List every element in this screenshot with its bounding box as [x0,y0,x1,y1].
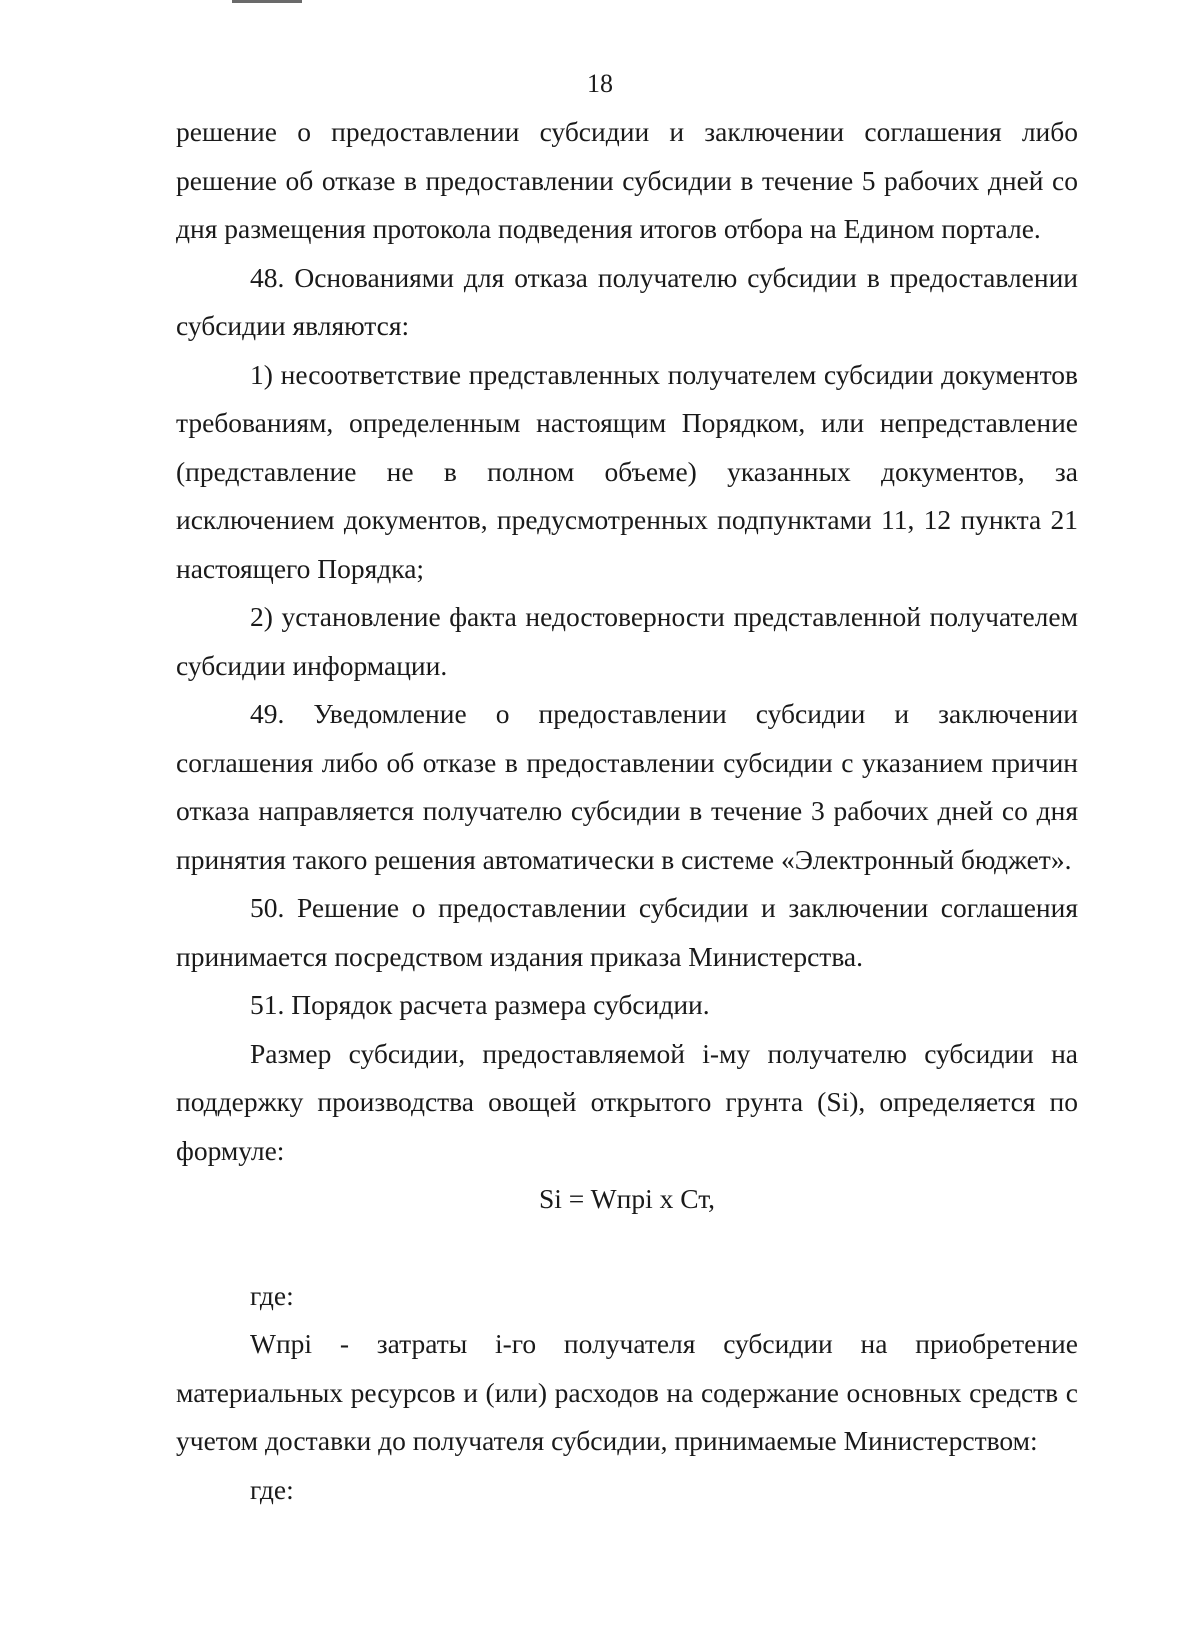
page-number: 18 [587,69,613,98]
paragraph-49: 49. Уведомление о предоставлении субсидии и заключении соглашения либо об отказе в предоставлении субсидии с указанием причин отказа направляется получателю субсидии в течение 3 рабочих дней со дня принятия такого решения автоматически в системе «Электронный бюджет». [176,698,1078,875]
paragraph-continuation: решение о предоставлении субсидии и заключении соглашения либо решение об отказе в предоставлении субсидии в течение 5 рабочих дней со дня размещения протокола подведения итогов отбора на Едином портале. [176,116,1078,244]
paragraph-50: 50. Решение о предоставлении субсидии и заключении соглашения принимается посредством издания приказа Министерства. [176,892,1078,972]
where-label-2: где: [250,1473,294,1505]
paragraph-48: 48. Основаниями для отказа получателю субсидии в предоставлении субсидии являются: [176,261,1078,341]
document-body [176,108,1078,1514]
paragraph-48-item-2: 2) установление факта недостоверности представленной получателем субсидии информации. [176,601,1078,681]
formula: Si = Wпрi x Ст, [538,1183,716,1214]
definition-wpri: Wпрi - затраты i-го получателя субсидии на приобретение материальных ресурсов и (или) расходов на содержание основных средств с учетом доставки до получателя субсидии, принимаемые Министерством: [176,1328,1078,1456]
where-label-1: где: [250,1279,294,1311]
paragraph-48-item-1: 1) несоответствие представленных получателем субсидии документов требованиям, определенным настоящим Порядком, или непредставление (представление не в полном объеме) указанных документов, за исключением документов, предусмотренных подпунктами 11, 12 пункта 21 настоящего Порядка; [176,358,1078,584]
paragraph-subsidy-size: Размер субсидии, предоставляемой i-му получателю субсидии на поддержку производства овощей открытого грунта (Si), определяется по формуле: [176,1037,1078,1166]
paragraph-51: 51. Порядок расчета размера субсидии. [250,989,710,1020]
scan-edge-mark [232,0,302,3]
